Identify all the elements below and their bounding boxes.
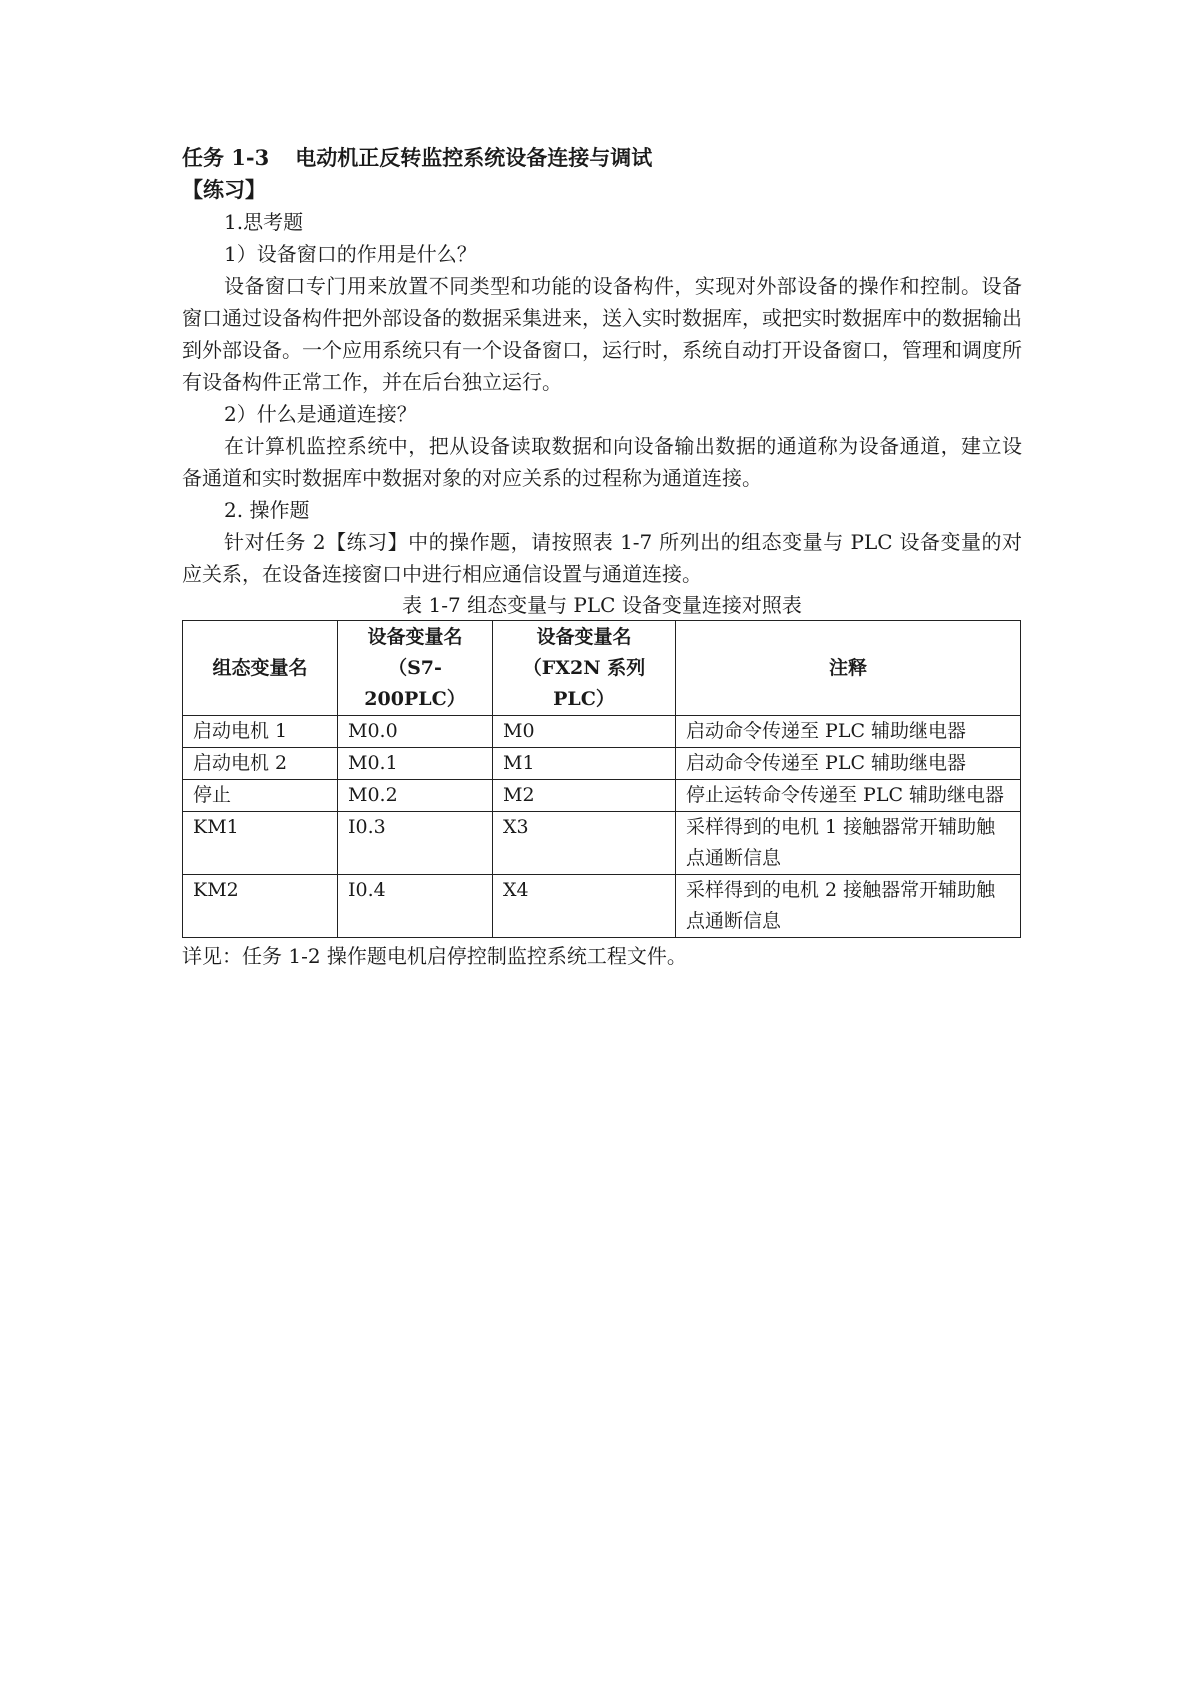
cell: 停止: [183, 780, 338, 812]
header-s7-variable: 设备变量名（S7-200PLC）: [338, 621, 493, 716]
task-title: [182, 142, 1022, 174]
header-config-variable: 组态变量名: [183, 621, 338, 716]
cell: X3: [493, 812, 676, 875]
cell: I0.3: [338, 812, 493, 875]
cell: M2: [493, 780, 676, 812]
cell: KM1: [183, 812, 338, 875]
task-number: 任务 1-3: [182, 145, 270, 170]
cell: 采样得到的电机 1 接触器常开辅助触点通断信息: [676, 812, 1021, 875]
cell: 启动命令传递至 PLC 辅助继电器: [676, 748, 1021, 780]
cell: M0: [493, 716, 676, 748]
header-fx2n-variable: 设备变量名（FX2N 系列 PLC）: [493, 621, 676, 716]
table-row: [183, 875, 1021, 938]
cell: M0.0: [338, 716, 493, 748]
question-2-heading: 2. 操作题: [224, 498, 310, 522]
cell: M1: [493, 748, 676, 780]
document-page: [182, 142, 1022, 972]
table-row: [183, 716, 1021, 748]
question-1-answer-1: 设备窗口专门用来放置不同类型和功能的设备构件，实现对外部设备的操作和控制。设备窗口通过设备构件把外部设备的数据采集进来，送入实时数据库，或把实时数据库中的数据输出到外部设备。一个应用系统只有一个设备窗口，运行时，系统自动打开设备窗口，管理和调度所有设备构件正常工作，并在后台独立运行。: [182, 274, 1022, 394]
cell: 停止运转命令传递至 PLC 辅助继电器: [676, 780, 1021, 812]
table-row: [183, 812, 1021, 875]
question-1-sub-1: 1）设备窗口的作用是什么？: [224, 242, 477, 266]
table-header-row: [183, 621, 1021, 716]
question-2-text: 针对任务 2【练习】中的操作题，请按照表 1-7 所列出的组态变量与 PLC 设备变量的对应关系，在设备连接窗口中进行相应通信设置与通道连接。: [182, 530, 1022, 586]
question-1-heading: 1.思考题: [224, 210, 304, 234]
table-row: [183, 748, 1021, 780]
cell: KM2: [183, 875, 338, 938]
question-1-sub-2: 2）什么是通道连接？: [224, 402, 417, 426]
cell: X4: [493, 875, 676, 938]
question-1-answer-2: 在计算机监控系统中，把从设备读取数据和向设备输出数据的通道称为设备通道，建立设备通道和实时数据库中数据对象的对应关系的过程称为通道连接。: [182, 434, 1022, 490]
variable-mapping-table: [182, 620, 1021, 938]
table-caption: 表 1-7 组态变量与 PLC 设备变量连接对照表: [402, 593, 802, 617]
cell: I0.4: [338, 875, 493, 938]
cell: 启动命令传递至 PLC 辅助继电器: [676, 716, 1021, 748]
cell: 启动电机 2: [183, 748, 338, 780]
table-row: [183, 780, 1021, 812]
cell: 启动电机 1: [183, 716, 338, 748]
task-title-text: 电动机正反转监控系统设备连接与调试: [295, 145, 653, 170]
section-label: 【练习】: [182, 177, 266, 202]
cell: M0.1: [338, 748, 493, 780]
footer-note: 详见：任务 1-2 操作题电机启停控制监控系统工程文件。: [182, 944, 687, 968]
cell: M0.2: [338, 780, 493, 812]
cell: 采样得到的电机 2 接触器常开辅助触点通断信息: [676, 875, 1021, 938]
header-note: 注释: [676, 621, 1021, 716]
